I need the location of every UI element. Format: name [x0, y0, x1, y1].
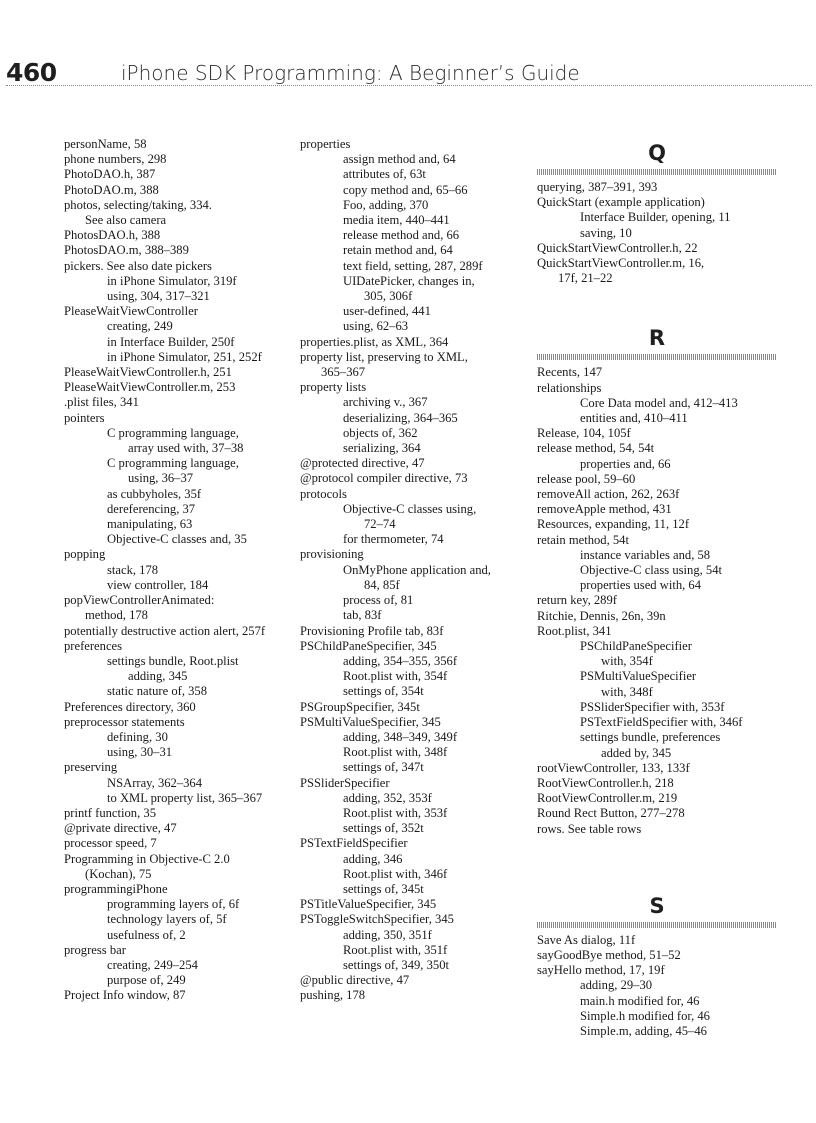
index-entry: in iPhone Simulator, 319f: [107, 273, 237, 288]
index-entry: PleaseWaitViewController.m, 253: [64, 380, 236, 395]
index-entry: popViewControllerAnimated:: [64, 593, 215, 608]
index-entry: property lists: [300, 380, 367, 395]
index-entry: as cubbyholes, 35f: [107, 486, 202, 501]
index-entry: purpose of, 249: [107, 973, 186, 988]
index-entry: instance variables and, 58: [580, 547, 711, 562]
index-entry: Simple.m, adding, 45–46: [580, 1023, 707, 1038]
index-entry: settings of, 354t: [343, 684, 424, 699]
index-entry: preferences: [64, 638, 123, 653]
page-number: 460: [6, 58, 57, 87]
index-entry: PhotoDAO.h, 387: [64, 167, 156, 182]
index-entry: Root.plist with, 353f: [343, 805, 448, 820]
index-entry: PSTextFieldSpecifier: [300, 836, 408, 851]
index-entry: preserving: [64, 760, 118, 775]
index-entry: copy method and, 65–66: [343, 182, 468, 197]
index-entry: PleaseWaitViewController: [64, 304, 198, 319]
index-entry: tab, 83f: [343, 608, 382, 623]
index-entry: PSMultiValueSpecifier: [580, 669, 697, 684]
index-entry: return key, 289f: [537, 593, 617, 608]
index-entry: Recents, 147: [537, 365, 603, 380]
index-entry: creating, 249–254: [107, 957, 198, 972]
index-entry: settings of, 349, 350t: [343, 957, 449, 972]
index-entry: Interface Builder, opening, 11: [580, 210, 731, 225]
index-entry: serializing, 364: [343, 441, 421, 456]
index-entry: media item, 440–441: [343, 213, 450, 228]
index-entry: PSChildPaneSpecifier, 345: [300, 638, 437, 653]
index-entry: QuickStartViewController.m, 16,: [537, 256, 705, 271]
index-entry: PSTextFieldSpecifier with, 346f: [580, 715, 743, 730]
index-entry: properties used with, 64: [580, 578, 702, 593]
index-entry: entities and, 410–411: [580, 411, 688, 426]
index-entry: protocols: [300, 486, 347, 501]
index-entry: Objective-C class using, 54t: [580, 563, 723, 578]
index-entry: 305, 306f: [364, 289, 413, 304]
index-entry: dereferencing, 37: [107, 501, 196, 516]
index-entry: method, 178: [85, 608, 148, 623]
index-entry: retain method and, 64: [343, 243, 453, 258]
index-entry: Root.plist with, 351f: [343, 942, 448, 957]
index-entry: @private directive, 47: [64, 821, 177, 836]
section-letter: S: [649, 893, 665, 918]
index-entry: adding, 354–355, 356f: [343, 653, 458, 668]
section-r-entries: [537, 365, 777, 836]
index-entry: properties and, 66: [580, 456, 671, 471]
index-entry: Root.plist with, 348f: [343, 745, 448, 760]
index-entry: relationships: [537, 380, 602, 395]
index-entry: Project Info window, 87: [64, 988, 186, 1003]
index-entry: release method and, 66: [343, 228, 460, 243]
index-entry: provisioning: [300, 547, 364, 562]
index-entry: usefulness of, 2: [107, 927, 186, 942]
index-entry: properties.plist, as XML, 364: [300, 334, 449, 349]
index-entry: PhotosDAO.h, 388: [64, 228, 161, 243]
index-entry: Root.plist with, 354f: [343, 669, 448, 684]
index-entry: Provisioning Profile tab, 83f: [300, 623, 444, 638]
index-entry: pushing, 178: [300, 988, 366, 1003]
index-entry: PhotoDAO.m, 388: [64, 182, 159, 197]
index-entry: main.h modified for, 46: [580, 993, 700, 1008]
index-entry: in iPhone Simulator, 251, 252f: [107, 349, 262, 364]
index-entry: Core Data model and, 412–413: [580, 395, 738, 410]
index-entry: QuickStart (example application): [537, 195, 705, 210]
index-entry: PSSliderSpecifier with, 353f: [580, 699, 725, 714]
index-entry: processor speed, 7: [64, 836, 157, 851]
index-entry: querying, 387–391, 393: [537, 180, 658, 194]
index-entry: adding, 350, 351f: [343, 927, 432, 942]
index-entry: technology layers of, 5f: [107, 912, 227, 927]
index-entry: view controller, 184: [107, 577, 209, 592]
index-entry: using, 304, 317–321: [107, 289, 210, 304]
index-entry: assign method and, 64: [343, 152, 456, 167]
index-entry: settings of, 345t: [343, 881, 424, 896]
index-entry: manipulating, 63: [107, 517, 193, 532]
index-entry: PSMultiValueSpecifier, 345: [300, 714, 441, 729]
index-entry: 365–367: [321, 365, 366, 380]
index-entry: pointers: [64, 410, 105, 425]
index-entry: pickers. See also date pickers: [64, 258, 212, 273]
index-entry: defining, 30: [107, 729, 168, 744]
index-entry: 17f, 21–22: [558, 271, 613, 286]
index-entry: potentially destructive action alert, 257f: [64, 623, 266, 638]
index-entry: Programming in Objective-C 2.0: [64, 851, 230, 866]
index-entry: settings bundle, preferences: [580, 730, 721, 745]
index-entry: retain method, 54t: [537, 532, 629, 547]
index-entry: array used with, 37–38: [128, 441, 244, 456]
index-entry: Ritchie, Dennis, 26n, 39n: [537, 608, 666, 623]
index-entry: photos, selecting/taking, 334.: [64, 197, 212, 212]
index-entry: PSGroupSpecifier, 345t: [300, 699, 420, 714]
index-entry: progress bar: [64, 942, 126, 957]
index-entry: properties: [300, 137, 351, 151]
index-entry: settings of, 347t: [343, 760, 424, 775]
index-entry: rows. See table rows: [537, 821, 642, 836]
index-entry: Resources, expanding, 11, 12f: [537, 517, 690, 532]
index-entry: RootViewController.h, 218: [537, 775, 674, 790]
index-entry: settings of, 352t: [343, 821, 424, 836]
index-entry: stack, 178: [107, 562, 159, 577]
section-rule: [537, 354, 777, 360]
section-letter: R: [648, 326, 666, 351]
index-entry: Root.plist, 341: [537, 623, 612, 638]
index-entry: adding, 348–349, 349f: [343, 729, 458, 744]
section-rule: [537, 169, 777, 175]
index-entry: archiving v., 367: [343, 395, 428, 410]
index-entry: PSChildPaneSpecifier: [580, 639, 692, 654]
index-entry: @protocol compiler directive, 73: [300, 471, 468, 486]
index-entry: PhotosDAO.m, 388–389: [64, 243, 189, 258]
running-head-title: iPhone SDK Programming: A Beginner’s Guide: [118, 61, 583, 85]
index-entry: to XML property list, 365–367: [107, 790, 263, 805]
index-entry: creating, 249: [107, 319, 173, 334]
index-entry: C programming language,: [107, 456, 239, 471]
index-entry: phone numbers, 298: [64, 152, 167, 167]
section-heading-s: [537, 894, 777, 928]
section-rule: [537, 922, 777, 928]
page-header: [6, 56, 812, 96]
index-entry: added by, 345: [601, 745, 672, 760]
index-column-1: [64, 137, 286, 1004]
index-entry: objects of, 362: [343, 425, 418, 440]
index-entry: for thermometer, 74: [343, 532, 444, 547]
index-entry: using, 62–63: [343, 319, 409, 334]
index-entry: release pool, 59–60: [537, 471, 636, 486]
index-entry: using, 30–31: [107, 745, 173, 760]
index-entry: using, 36–37: [128, 471, 194, 486]
index-entry: programmingiPhone: [64, 881, 168, 896]
index-entry: text field, setting, 287, 289f: [343, 258, 483, 273]
index-entry: preprocessor statements: [64, 714, 185, 729]
index-entry: Objective-C classes using,: [343, 501, 477, 516]
index-entry: PleaseWaitViewController.h, 251: [64, 365, 232, 380]
index-entry: Round Rect Button, 277–278: [537, 806, 685, 821]
index-entry: C programming language,: [107, 425, 239, 440]
index-entry: Preferences directory, 360: [64, 699, 196, 714]
index-entry: PSToggleSwitchSpecifier, 345: [300, 912, 454, 927]
index-entry: UIDatePicker, changes in,: [343, 273, 475, 288]
section-letter: Q: [648, 141, 666, 165]
index-entry: sayGoodBye method, 51–52: [537, 947, 681, 962]
index-entry: attributes of, 63t: [343, 167, 426, 182]
section-heading-r: [537, 326, 777, 360]
index-entry: printf function, 35: [64, 805, 156, 820]
index-entry: adding, 352, 353f: [343, 790, 432, 805]
index-column-2: [300, 137, 522, 1004]
index-entry: programming layers of, 6f: [107, 897, 240, 912]
index-entry: release method, 54, 54t: [537, 441, 655, 456]
index-entry: PSTitleValueSpecifier, 345: [300, 897, 437, 912]
index-entry: (Kochan), 75: [85, 866, 152, 881]
index-entry: @public directive, 47: [300, 973, 410, 988]
index-entry: sayHello method, 17, 19f: [537, 963, 665, 978]
index-entry: adding, 345: [128, 669, 188, 684]
index-entry: Release, 104, 105f: [537, 426, 631, 441]
index-entry: settings bundle, Root.plist: [107, 653, 239, 668]
index-entry: QuickStartViewController.h, 22: [537, 240, 698, 255]
index-entry: Root.plist with, 346f: [343, 866, 448, 881]
index-entry: Save As dialog, 11f: [537, 932, 636, 947]
index-entry: in Interface Builder, 250f: [107, 334, 235, 349]
index-entry: OnMyPhone application and,: [343, 562, 491, 577]
index-entry: with, 354f: [601, 654, 653, 669]
index-entry: 72–74: [364, 517, 396, 532]
index-entry: Objective-C classes and, 35: [107, 532, 247, 547]
index-entry: adding, 29–30: [580, 978, 653, 993]
section-heading-q: [537, 141, 777, 175]
index-entry: RootViewController.m, 219: [537, 791, 678, 806]
index-entry: See also camera: [85, 213, 167, 228]
section-s-entries: [537, 933, 777, 1039]
index-entry: .plist files, 341: [64, 395, 139, 410]
index-entry: @protected directive, 47: [300, 456, 425, 471]
index-column-3: [537, 137, 777, 1039]
section-q-entries: [537, 180, 777, 286]
index-entry: rootViewController, 133, 133f: [537, 760, 690, 775]
index-entry: deserializing, 364–365: [343, 410, 458, 425]
index-entry: PSSliderSpecifier: [300, 775, 390, 790]
index-entry: property list, preserving to XML,: [300, 349, 468, 364]
index-entry: 84, 85f: [364, 577, 400, 592]
index-entry: adding, 346: [343, 851, 403, 866]
index-entry: user-defined, 441: [343, 304, 431, 319]
index-entry: popping: [64, 547, 106, 562]
index-entry: Foo, adding, 370: [343, 197, 429, 212]
index-entry: removeApple method, 431: [537, 502, 672, 517]
index-entry: personName, 58: [64, 137, 147, 151]
header-dotted-rule: [6, 85, 812, 86]
index-entry: with, 348f: [601, 684, 653, 699]
index-entry: removeAll action, 262, 263f: [537, 487, 680, 502]
index-entry: Simple.h modified for, 46: [580, 1008, 710, 1023]
index-entry: NSArray, 362–364: [107, 775, 203, 790]
index-entry: process of, 81: [343, 593, 414, 608]
index-entry: static nature of, 358: [107, 684, 208, 699]
index-entry: saving, 10: [580, 225, 632, 240]
